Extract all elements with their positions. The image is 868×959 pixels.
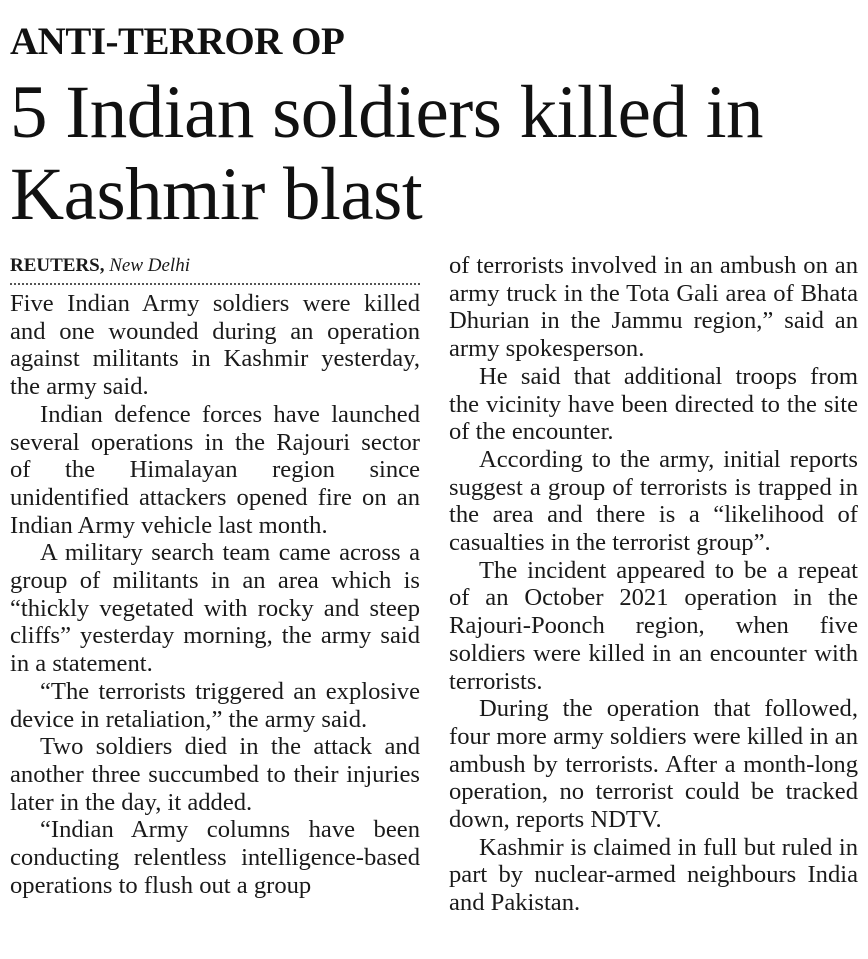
paragraph: He said that additional troops from the vicinity have been directed to the site of the encounter. — [449, 362, 858, 446]
article-column-right — [449, 252, 858, 917]
paragraph: Two soldiers died in the attack and another three succumbed to their injuries later in the day, it added. — [10, 733, 420, 816]
paragraph: “The terrorists triggered an explosive device in retaliation,” the army said. — [10, 677, 420, 733]
paragraph: During the operation that followed, four more army soldiers were killed in an ambush by terrorists. After a month-long operation, no terrorist could be tracked down, reports NDTV. — [449, 695, 858, 834]
paragraph: A military search team came across a group of militants in an area which is “thickly vegetated with rocky and steep cliffs” yesterday morning, the army said in a statement. — [10, 539, 420, 678]
article-column-left — [10, 252, 420, 899]
paragraph: of terrorists involved in an ambush on an army truck in the Tota Gali area of Bhata Dhurian in the Jammu region,” said an army spokesperson. — [449, 252, 858, 363]
paragraph: Five Indian Army soldiers were killed and one wounded during an operation against militants in Kashmir yesterday, the army said. — [10, 290, 420, 401]
paragraph: Kashmir is claimed in full but ruled in part by nuclear-armed neighbours India and Pakistan. — [449, 833, 858, 917]
byline — [10, 252, 420, 285]
byline-agency: REUTERS, — [10, 255, 105, 276]
paragraph: The incident appeared to be a repeat of an October 2021 operation in the Rajouri-Poonch region, when five soldiers were killed in an encounter with terrorists. — [449, 556, 858, 695]
paragraph: Indian defence forces have launched several operations in the Rajouri sector of the Himalayan region since unidentified attackers opened fire on an Indian Army vehicle last month. — [10, 400, 420, 539]
kicker: ANTI-TERROR OP — [10, 20, 345, 63]
headline: 5 Indian soldiers killed in Kashmir blast — [10, 71, 764, 236]
paragraph: “Indian Army columns have been conducting relentless intelligence-based operations to flush out a group — [10, 816, 420, 899]
byline-location: New Delhi — [109, 255, 190, 276]
paragraph: According to the army, initial reports suggest a group of terrorists is trapped in the area and there is a “likelihood of casualties in the terrorist group”. — [449, 445, 858, 557]
